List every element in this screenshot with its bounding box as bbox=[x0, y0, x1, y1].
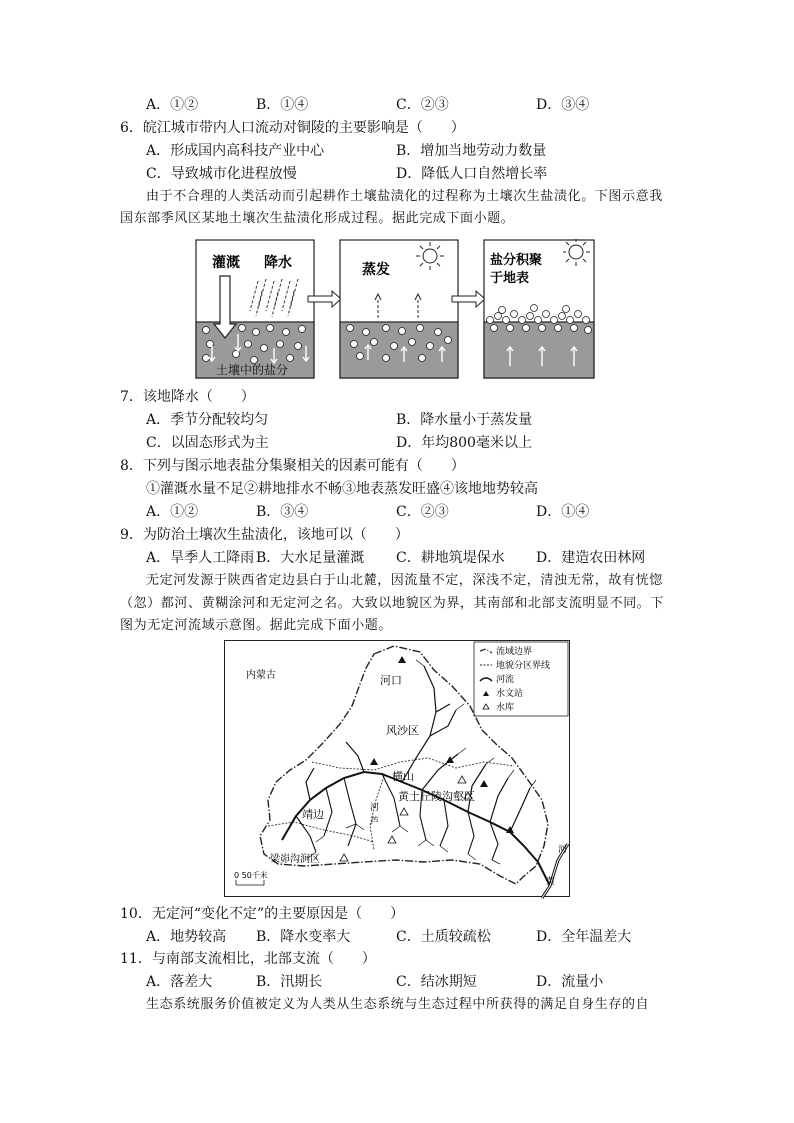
q9-option-d: D．建造农田林网 bbox=[536, 550, 646, 566]
q8-sub-items: ①灌溉水量不足②耕地排水不畅③地表蒸发旺盛④该地地势较高 bbox=[146, 481, 538, 497]
q5-option-c: C．②③ bbox=[396, 97, 449, 113]
label-he: 河 bbox=[370, 803, 380, 813]
q9-option-a: A．旱季人工降雨 bbox=[146, 550, 255, 566]
q11-option-d: D．流量小 bbox=[536, 974, 604, 990]
q7-stem: 7．该地降水（ ） bbox=[120, 389, 255, 405]
panel-evaporation bbox=[340, 240, 458, 378]
salinization-figure bbox=[190, 236, 600, 382]
salt-in-soil-caption: 土壤中的盐分 bbox=[216, 363, 289, 377]
label-jingbian: 靖边 bbox=[302, 808, 324, 821]
label-liangmao: 梁峁沟涧区 bbox=[270, 854, 320, 865]
q11-option-c: C．结冰期短 bbox=[396, 974, 477, 990]
q8-option-a: A．①② bbox=[146, 504, 199, 520]
legend-reservoir: 水库 bbox=[496, 703, 515, 713]
q8-option-d: D．①④ bbox=[536, 504, 590, 520]
intro2-line1: 无定河发源于陕西省定边县白于山北麓，因流量不定，深浅不定，清浊无常，故有恍惚 bbox=[146, 573, 663, 588]
legend-landform-boundary: 地貌分区界线 bbox=[496, 661, 551, 671]
q5-option-b: B．①④ bbox=[256, 97, 309, 113]
q6-option-d: D．降低人口自然增长率 bbox=[396, 166, 548, 182]
q9-option-c: C．耕地筑堤保水 bbox=[396, 550, 505, 566]
q5-option-a: A．①② bbox=[146, 97, 199, 113]
label-inner-mongolia: 内蒙古 bbox=[246, 670, 276, 681]
intro3-line1: 生态系统服务价值被定义为人类从生态系统与生态过程中所获得的满足自身生存的自 bbox=[146, 997, 650, 1012]
map-scale: 0 50千米 bbox=[234, 871, 268, 880]
legend-hydro-station: 水文站 bbox=[496, 689, 524, 699]
evaporation-label: 蒸发 bbox=[362, 262, 390, 278]
map-legend bbox=[474, 642, 568, 716]
q10-option-d: D．全年温差大 bbox=[536, 929, 632, 945]
q10-option-c: C．土质较疏松 bbox=[396, 929, 491, 945]
q8-option-b: B．③④ bbox=[256, 504, 309, 520]
q11-option-a: A．落差大 bbox=[146, 974, 213, 990]
intro1-line2: 国东部季风区某地土壤次生盐渍化形成过程。据此完成下面小题。 bbox=[120, 211, 515, 226]
q6-option-b: B．增加当地劳动力数量 bbox=[396, 143, 547, 159]
legend-river: 河流 bbox=[496, 675, 515, 685]
q6-stem: 6．皖江城市带内人口流动对铜陵的主要影响是（ ） bbox=[120, 120, 465, 136]
label-loess: 黄土丘陵沟壑区 bbox=[398, 790, 475, 803]
q10-stem: 10．无定河“变化不定”的主要原因是（ ） bbox=[120, 906, 405, 922]
intro2-line3: 图为无定河流域示意图。据此完成下面小题。 bbox=[120, 618, 393, 633]
q8-stem: 8．下列与图示地表盐分集聚相关的因素可能有（ ） bbox=[120, 458, 465, 474]
label-hekou: 河口 bbox=[380, 674, 402, 687]
q5-option-d: D．③④ bbox=[536, 97, 590, 113]
label-yellow-huang: 黄 bbox=[546, 877, 556, 887]
q10-option-a: A．地势较高 bbox=[146, 929, 227, 945]
q7-option-d: D．年均800毫米以上 bbox=[396, 435, 532, 451]
q6-option-a: A．形成国内高科技产业中心 bbox=[146, 143, 325, 159]
panel-salt-accumulation bbox=[484, 239, 594, 378]
salt-accumulation-label-2: 于地表 bbox=[490, 271, 530, 286]
q8-option-c: C．②③ bbox=[396, 504, 449, 520]
q9-stem: 9．为防治土壤次生盐渍化，该地可以（ ） bbox=[120, 527, 409, 543]
label-fengsha: 风沙区 bbox=[386, 724, 419, 737]
q11-stem: 11．与南部支流相比，北部支流（ ） bbox=[120, 951, 376, 967]
label-hengshan: 横山 bbox=[392, 770, 414, 783]
panel-irrigation-rain bbox=[196, 240, 314, 378]
irrigation-label: 灌溉 bbox=[212, 255, 240, 271]
label-lu: 芦 bbox=[370, 817, 380, 827]
q9-option-b: B．大水足量灌溉 bbox=[256, 550, 365, 566]
q10-option-b: B．降水变率大 bbox=[256, 929, 351, 945]
wuding-river-map bbox=[224, 640, 570, 900]
label-yellow-he: 河 bbox=[558, 845, 568, 855]
q11-option-b: B．汛期长 bbox=[256, 974, 323, 990]
q7-option-a: A．季节分配较均匀 bbox=[146, 412, 269, 428]
q7-option-b: B．降水量小于蒸发量 bbox=[396, 412, 533, 428]
legend-basin-boundary: 流域边界 bbox=[496, 647, 533, 657]
intro1-line1: 由于不合理的人类活动而引起耕作土壤盐渍化的过程称为土壤次生盐渍化。下图示意我 bbox=[146, 189, 663, 204]
rain-label: 降水 bbox=[264, 255, 292, 271]
salt-accumulation-label-1: 盐分积聚 bbox=[490, 253, 543, 268]
q7-option-c: C．以固态形式为主 bbox=[146, 435, 269, 451]
intro2-line2: （忽）都河、黄糊涂河和无定河之名。大致以地貌区为界，其南部和北部支流明显不同。下 bbox=[120, 596, 665, 611]
q6-option-c: C．导致城市化进程放慢 bbox=[146, 166, 297, 182]
